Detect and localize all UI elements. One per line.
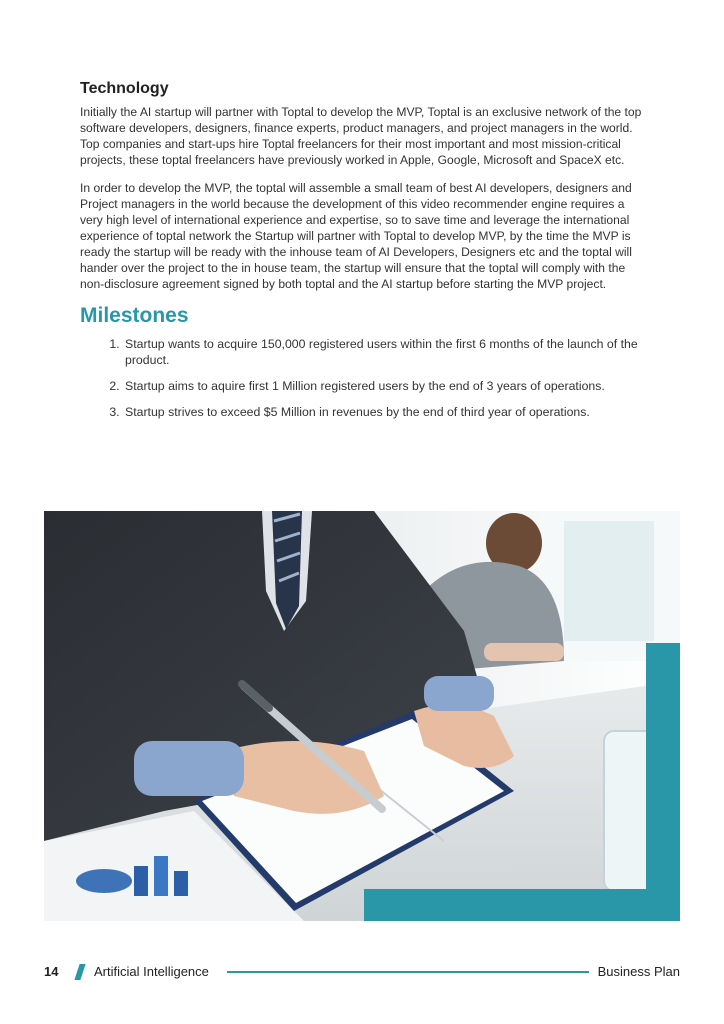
photo-illustration (44, 511, 680, 921)
main-content (80, 80, 646, 430)
milestone-item: 2. Startup aims to aquire first 1 Million registered users by the end of 3 years of operations. (123, 378, 646, 394)
footer-divider (227, 971, 589, 973)
technology-heading: Technology (80, 80, 169, 97)
business-meeting-photo (44, 511, 680, 921)
slash-accent-icon (74, 964, 85, 980)
page-number: 14 (44, 964, 59, 979)
milestone-item: 1. Startup wants to acquire 150,000 registered users within the first 6 months of the launch of the product. (123, 336, 646, 368)
footer-right-title: Business Plan (597, 964, 680, 979)
technology-paragraph-2: In order to develop the MVP, the toptal will assemble a small team of best AI developers, designers and Project managers in the world because the development of this video recommender engine requires a very high level of international experience and expertise, so to save time and leverage the international experience of toptal network the Startup will partner with Toptal to develop MVP, by the time the MVP is ready the startup will be ready with the inhouse team of AI Developers, Designers etc and the toptal will hander over the project to the in house team, the startup will ensure that the toptal will comply with the non-disclosure agreement signed by both toptal and the AI startup before starting the MVP project. (80, 181, 632, 291)
milestones-heading: Milestones (80, 304, 189, 327)
page-footer (0, 958, 724, 988)
milestones-list (80, 336, 646, 420)
milestone-item: 3. Startup strives to exceed $5 Million in revenues by the end of third year of operations. (123, 404, 646, 420)
footer-left-title: Artificial Intelligence (94, 964, 209, 979)
technology-paragraph-1: Initially the AI startup will partner with Toptal to develop the MVP, Toptal is an exclusive network of the top software developers, designers, finance experts, product managers, and project managers in the world. Top companies and start-ups hire Toptal freelancers for their most important and most mission-critical projects, these toptal freelancers have previously worked in Apple, Google, Microsoft and SpaceX etc. (80, 105, 642, 167)
